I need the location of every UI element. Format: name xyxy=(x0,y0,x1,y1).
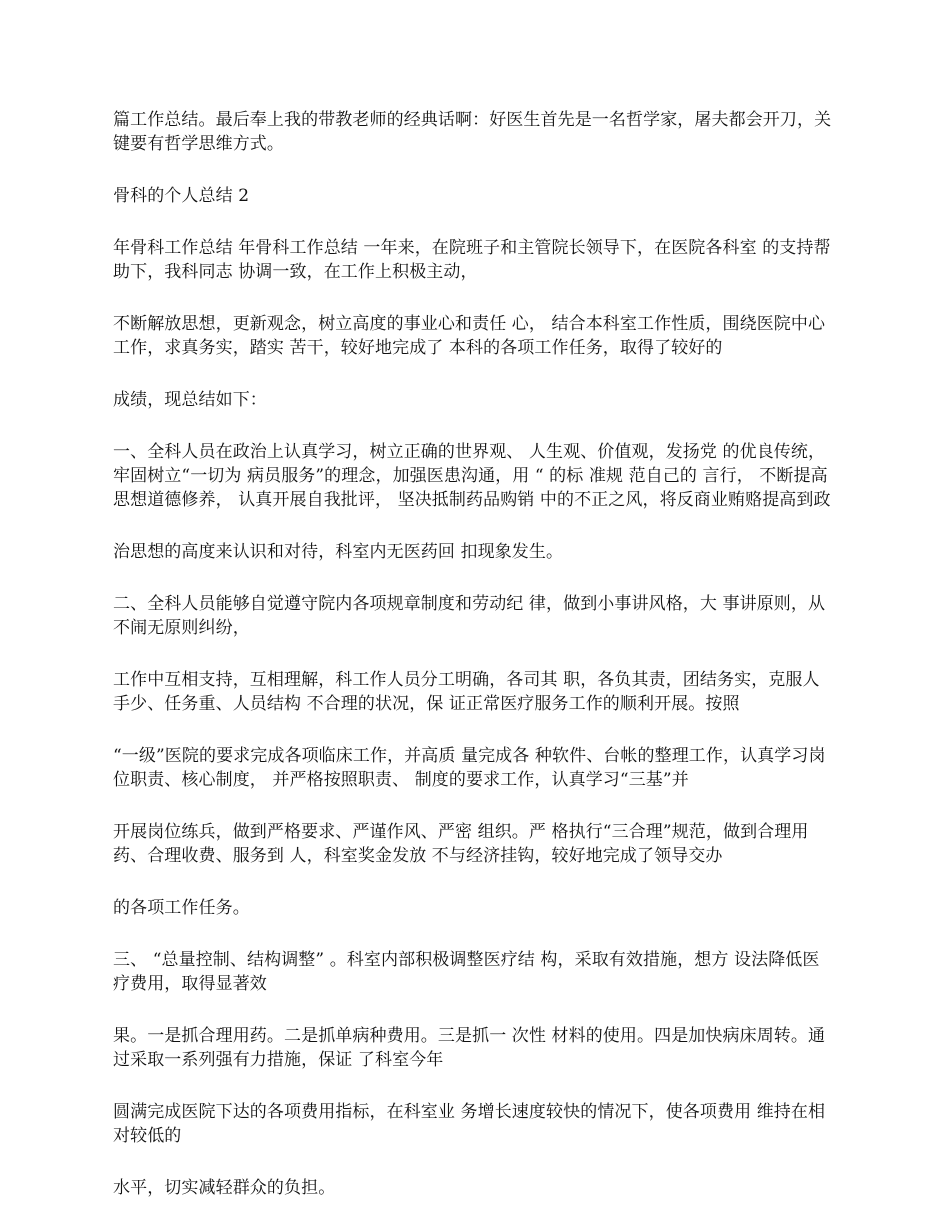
paragraph-3: 不断解放思想，更新观念，树立高度的事业心和责任 心， 结合本科室工作性质，围绕医院中心工作，求真务实，踏实 苦干，较好地完成了 本科的各项工作任务，取得了较好的 xyxy=(113,314,826,358)
document-page xyxy=(113,108,835,1200)
paragraph-6: 治思想的高度来认识和对待，科室内无医药回 扣现象发生。 xyxy=(113,542,564,562)
paragraph-14: 圆满完成医院下达的各项费用指标，在科室业 务增长速度较快的情况下，使各项费用 维持在相对较低的 xyxy=(113,1102,826,1146)
paragraph-2: 年骨科工作总结 年骨科工作总结 一年来，在院班子和主管院长领导下，在医院各科室 的支持帮助下，我科同志 协调一致，在工作上积极主动， xyxy=(113,238,831,282)
paragraph-13: 果。一是抓合理用药。二是抓单病种费用。三是抓一 次性 材料的使用。四是加快病床周转。通过采取一系列强有力措施，保证 了科室今年 xyxy=(113,1026,826,1070)
paragraph-9: “一级”医院的要求完成各项临床工作，并高质 量完成各 种软件、台帐的整理工作，认真学习岗位职责、核心制度， 并严格按照职责、 制度的要求工作，认真学习“三基”并 xyxy=(113,746,826,790)
paragraph-1: 篇工作总结。最后奉上我的带教老师的经典话啊：好医生首先是一名哲学家，屠夫都会开刀，关键要有哲学思维方式。 xyxy=(113,110,832,154)
paragraph-5: 一、全科人员在政治上认真学习，树立正确的世界观、 人生观、价值观，发扬党 的优良传统，牢固树立“一切为 病员服务”的理念，加强医患沟通，用 “ 的标 准规 范自己的 言行， 不断提高思想道德修养， 认真开展自我批评， 坚决抵制药品购销 中的不正之风，将反商业贿赂提高到政 xyxy=(113,442,831,510)
section-heading: 骨科的个人总结 2 xyxy=(113,186,250,206)
paragraph-8: 工作中互相支持，互相理解，科工作人员分工明确，各司其 职，各负其责，团结务实，克服人手少、任务重、人员结构 不合理的状况，保 证正常医疗服务工作的顺利开展。按照 xyxy=(113,670,820,714)
paragraph-12: 三、 “总量控制、结构调整” 。科室内部积极调整医疗结 构，采取有效措施，想方 设法降低医疗费用，取得显著效 xyxy=(113,950,820,994)
paragraph-11: 的各项工作任务。 xyxy=(113,898,250,918)
paragraph-4: 成绩，现总结如下： xyxy=(113,390,267,410)
paragraph-15: 水平，切实减轻群众的负担。 xyxy=(113,1178,336,1198)
paragraph-7: 二、全科人员能够自觉遵守院内各项规章制度和劳动纪 律，做到小事讲风格，大 事讲原则，从不闹无原则纠纷， xyxy=(113,594,826,638)
paragraph-10: 开展岗位练兵，做到严格要求、严谨作风、严密 组织。严 格执行“三合理”规范，做到合理用药、合理收费、服务到 人，科室奖金发放 不与经济挂钩，较好地完成了领导交办 xyxy=(113,822,809,866)
